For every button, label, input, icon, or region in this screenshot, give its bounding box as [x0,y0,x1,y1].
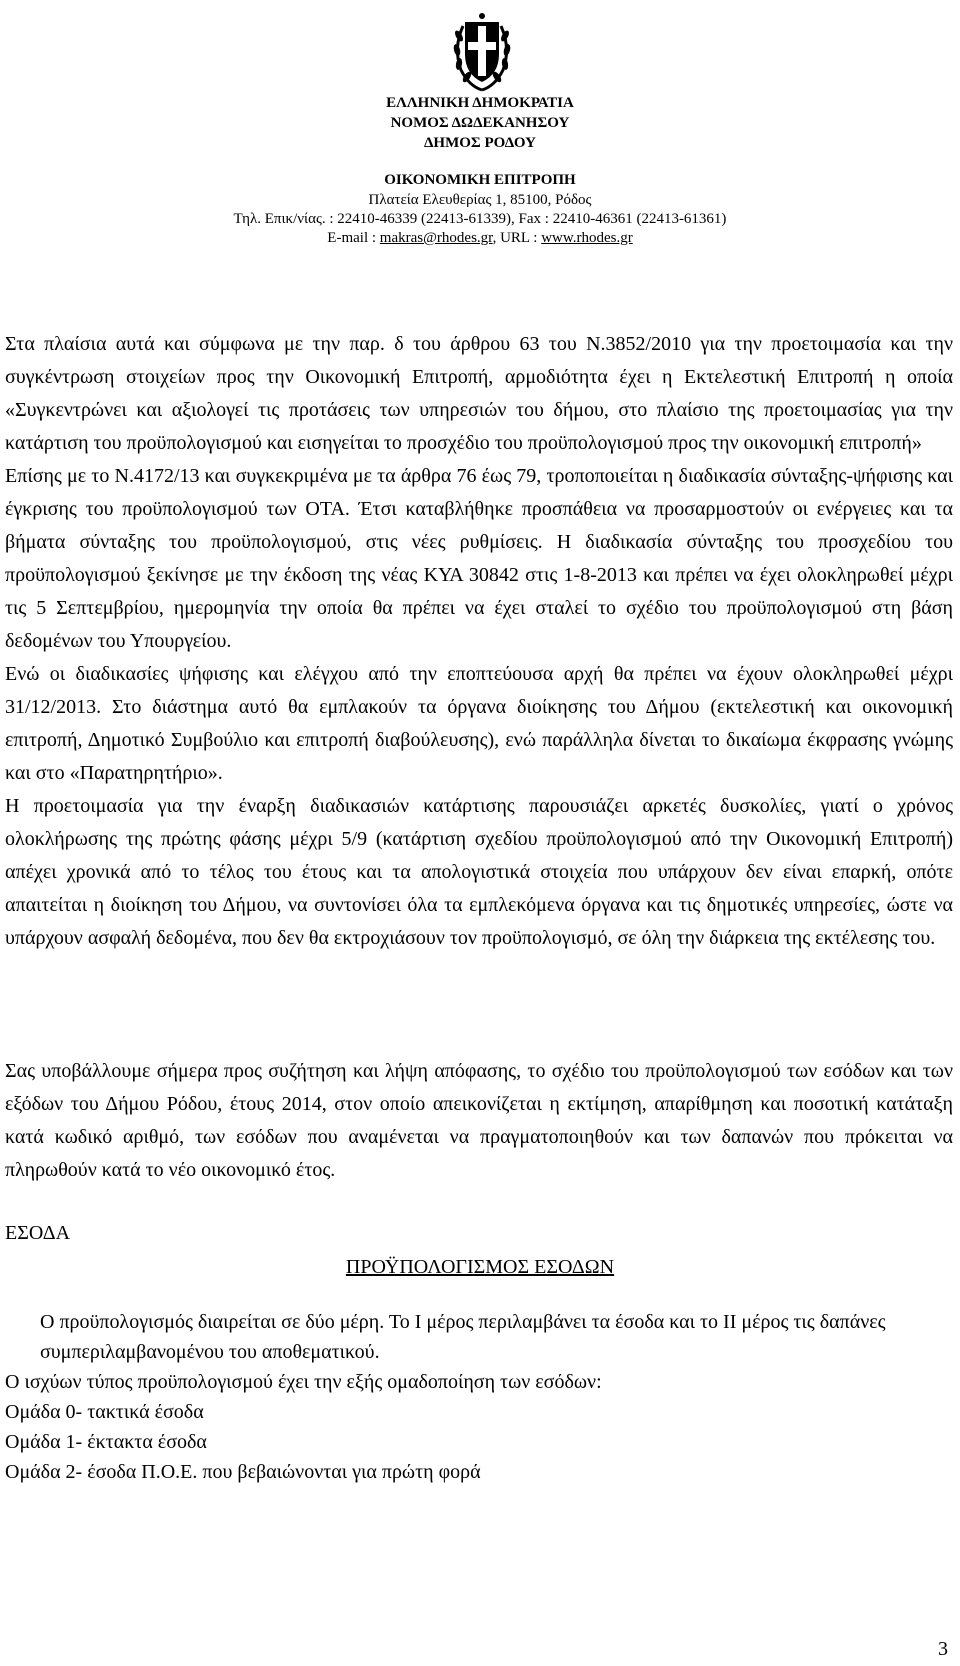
header-municipality: ΔΗΜΟΣ ΡΟΔΟΥ [424,135,536,151]
header-country: ΕΛΛΗΝΙΚΗ ΔΗΜΟΚΡΑΤΙΑ [386,95,574,111]
revenue-group-2: Ομάδα 2- έσοδα Π.Ο.Ε. που βεβαιώνονται για πρώτη φορά [5,1461,481,1483]
paragraph-5: Σας υποβάλλουμε σήμερα προς συζήτηση και λήψη απόφασης, το σχέδιο του προϋπολογισμού των εσόδων και των εξόδων του Δήμου Ρόδου, έτους 2014, στον οποίο απεικονίζεται η εκτίμηση, απαρίθμηση και ποσοτική κατάταξη κατά κωδικό αριθμό, των εσόδων που αναμένεται να πραγματοποιηθούν και των δαπανών που πρόκειται να πληρωθούν κατά το νέο οικονομικό έτος. [5,1060,953,1181]
page-number: 3 [938,1638,948,1660]
email-link[interactable]: makras@rhodes.gr [379,230,493,246]
paragraph-3: Ενώ οι διαδικασίες ψήφισης και ελέγχου από την εποπτεύουσα αρχή θα πρέπει να έχουν ολοκληρωθεί μέχρι 31/12/2013. Στο διάστημα αυτό θα εμπλακούν τα όργανα διοίκησης του Δήμου (εκτελεστική και οικονομική επιτροπή, Δημοτικό Συμβούλιο και επιτροπή διαβούλευσης), ενώ παράλληλα δίνεται το δικαίωμα έκφρασης γνώμης και στο «Παρατηρητήριο». [5,663,953,784]
email-prefix: E-mail : [327,230,380,246]
header-phone: Τηλ. Επικ/νίας. : 22410-46339 (22413-61339), Fax : 22410-46361 (22413-61361) [233,211,727,227]
url-link[interactable]: www.rhodes.gr [541,230,633,246]
url-prefix: , URL : [492,230,542,246]
revenue-section [5,1307,953,1487]
main-text [5,328,953,955]
header-prefecture: ΝΟΜΟΣ ΔΩΔΕΚΑΝΗΣΟΥ [390,115,570,131]
header-committee: ΟΙΚΟΝΟΜΙΚΗ ΕΠΙΤΡΟΠΗ [384,172,576,188]
paragraph-4: Η προετοιμασία για την έναρξη διαδικασιών κατάρτισης παρουσιάζει αρκετές δυσκολίες, γιατί ο χρόνος ολοκλήρωσης της πρώτης φάσης μέχρι 5/9 (κατάρτιση σχεδίου προϋπολογισμού από την Οικονομική Επιτροπή) απέχει χρονικά από το τέλος του έτους και τα απολογιστικά στοιχεία που υπάρχουν δεν είναι επαρκή, οπότε απαιτείται η διοίκηση του Δήμου, να συντονίσει όλα τα εμπλεκόμενα όργανα και τις δημοτικές υπηρεσίες, ώστε να υπάρχουν ασφαλή δεδομένα, που δεν θα εκτροχιάσουν τον προϋπολογισμό, σε όλη την διάρκεια της εκτέλεσης του. [5,795,953,949]
revenue-grouping: Ο ισχύων τύπος προϋπολογισμού έχει την εξής ομαδοποίηση των εσόδων: [5,1371,602,1393]
revenue-group-1: Ομάδα 1- έκτακτα έσοδα [5,1431,207,1453]
header-address: Πλατεία Ελευθερίας 1, 85100, Ρόδος [368,192,592,208]
revenue-group-0: Ομάδα 0- τακτικά έσοδα [5,1401,204,1423]
section-title: ΕΣΟΔΑ [5,1222,71,1244]
paragraph-1: Στα πλαίσια αυτά και σύμφωνα με την παρ. δ του άρθρου 63 του Ν.3852/2010 για την προετοιμασία και την συγκέντρωση στοιχείων προς την Οικονομική Επιτροπή, αρμοδιότητα έχει η Εκτελεστική Επιτροπή η οποία «Συγκεντρώνει και αξιολογεί τις προτάσεις των υπηρεσιών του δήμου, στο πλαίσιο της προετοιμασίας για την κατάρτιση του προϋπολογισμού και εισηγείται το προσχέδιο του προϋπολογισμού προς την οικονομική επιτροπή» [5,333,953,454]
submission-text [5,1055,953,1187]
paragraph-2: Επίσης με το Ν.4172/13 και συγκεκριμένα με τα άρθρα 76 έως 79, τροποποιείται η διαδικασία σύνταξης-ψήφισης και έγκρισης του προϋπολογισμού των ΟΤΑ. Έτσι καταβλήθηκε προσπάθεια να προσαρμοστούν οι ενέργειες και τα βήματα σύνταξης του προϋπολογισμού, στις νέες ρυθμίσεις. Η διαδικασία σύνταξης του προσχεδίου του προϋπολογισμού ξεκίνησε με την έκδοση της νέας ΚΥΑ 30842 στις 1-8-2013 και πρέπει να έχει ολοκληρωθεί μέχρι τις 5 Σεπτεμβρίου, ημερομηνία την οποία θα πρέπει να έχει σταλεί το σχέδιο του προϋπολογισμού στη βάση δεδομένων του Υπουργείου. [5,465,953,652]
header-contact [0,228,960,248]
coat-of-arms-emblem [447,8,517,94]
revenue-intro: Ο προϋπολογισμός διαιρείται σε δύο μέρη. Το Ι μέρος περιλαμβάνει τα έσοδα και το ΙΙ μέρος τις δαπάνες συμπεριλαμβανομένου του αποθεματικού. [40,1311,886,1363]
section-subtitle: ΠΡΟΫΠΟΛΟΓΙΣΜΟΣ ΕΣΟΔΩΝ [345,1256,615,1278]
